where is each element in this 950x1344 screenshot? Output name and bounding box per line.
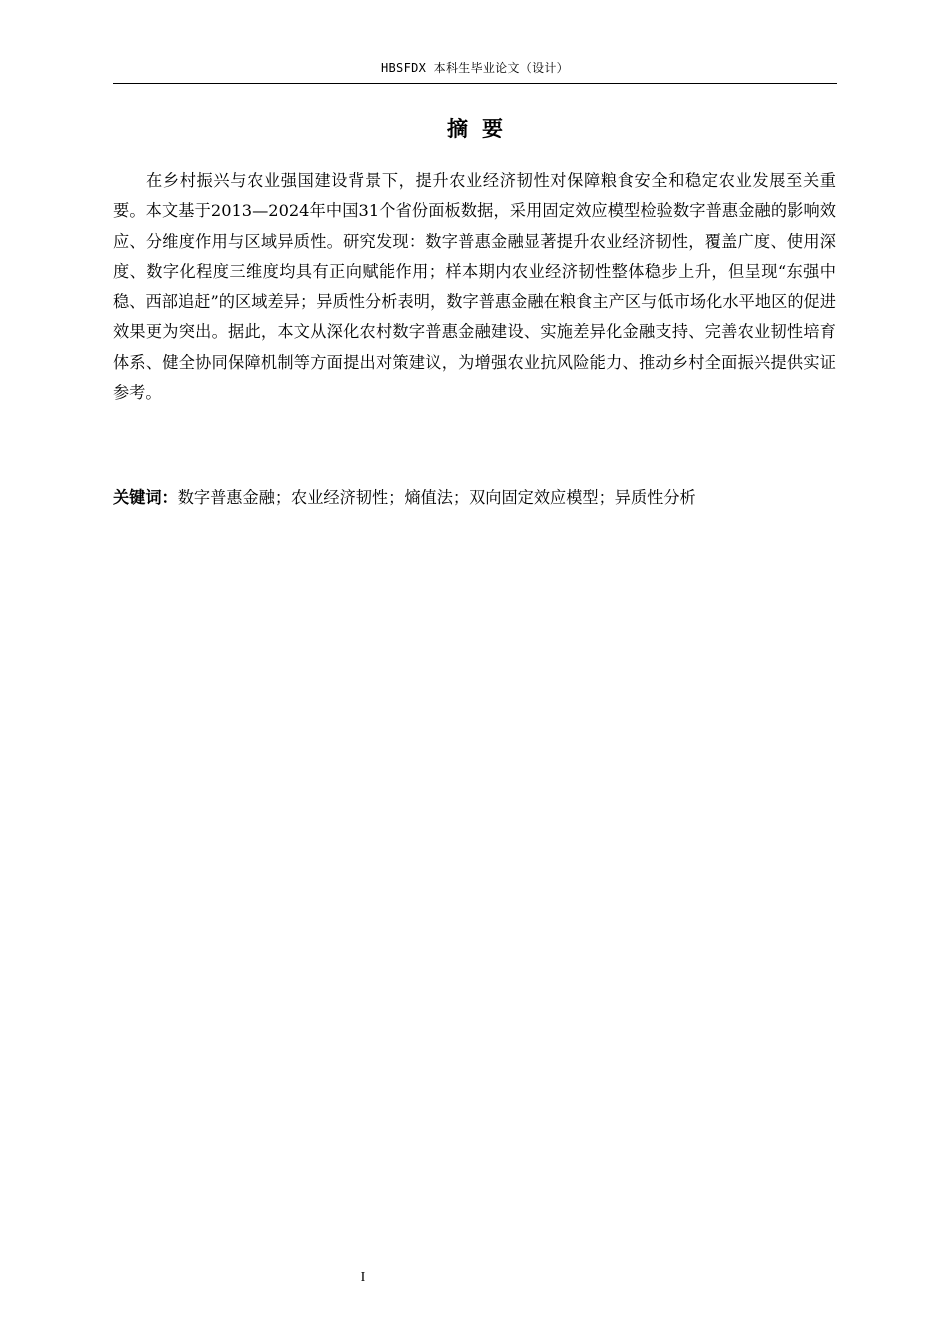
abstract-title: 摘要 xyxy=(447,117,517,141)
header-rule xyxy=(113,83,837,84)
abstract-body: 在乡村振兴与农业强国建设背景下，提升农业经济韧性对保障粮食安全和稳定农业发展至关重要。本文基于2013—2024年中国31个省份面板数据，采用固定效应模型检验数字普惠金融的影响效应、分维度作用与区域异质性。研究发现：数字普惠金融显著提升农业经济韧性，覆盖广度、使用深度、数字化程度三维度均具有正向赋能作用；样本期内农业经济韧性整体稳步上升，但呈现“东强中稳、西部追赶”的区域差异；异质性分析表明，数字普惠金融在粮食主产区与低市场化水平地区的促进效果更为突出。据此，本文从深化农村数字普惠金融建设、实施差异化金融支持、完善农业韧性培育体系、健全协同保障机制等方面提出对策建议，为增强农业抗风险能力、推动乡村全面振兴提供实证参考。 xyxy=(113,171,836,403)
keywords-text: 数字普惠金融；农业经济韧性；熵值法；双向固定效应模型；异质性分析 xyxy=(177,488,696,507)
page-number: I xyxy=(360,1270,366,1285)
keywords-label: 关键词： xyxy=(113,488,178,507)
keywords-line xyxy=(113,483,873,513)
running-header: HBSFDX 本科生毕业论文（设计） xyxy=(381,61,569,75)
